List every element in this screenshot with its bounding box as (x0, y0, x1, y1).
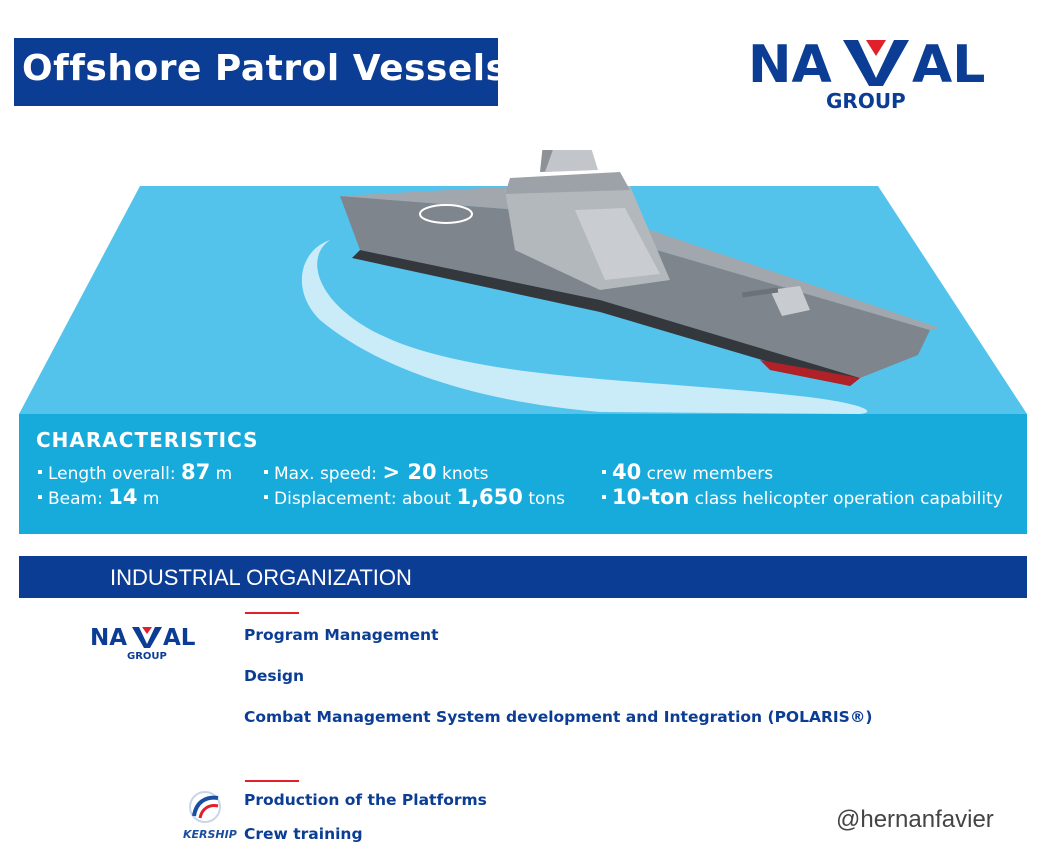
kership-logo-icon (188, 790, 222, 824)
logo-sub: GROUP (826, 89, 906, 113)
logo-word-right: AL (912, 35, 986, 95)
task-production: Production of the Platforms (244, 791, 487, 809)
watermark-handle: @hernanfavier (836, 806, 994, 833)
divider-red-naval (245, 612, 299, 614)
page-title: Offshore Patrol Vessels (22, 48, 508, 89)
task-program-management: Program Management (244, 626, 439, 644)
bullet-icon (602, 470, 606, 474)
logo-word-left: NA (748, 35, 832, 95)
divider-red-kership (245, 780, 299, 782)
characteristics-title: CHARACTERISTICS (36, 428, 259, 452)
naval-group-logo-small (90, 624, 220, 664)
bullet-icon (602, 495, 606, 499)
bullet-icon (38, 495, 42, 499)
logo-v-mark (843, 40, 909, 86)
bullet-icon (38, 470, 42, 474)
spec-length: Length overall: 87 m (36, 460, 232, 484)
spec-beam: Beam: 14 m (36, 485, 159, 509)
spec-speed: Max. speed: > 20 knots (262, 460, 489, 484)
naval-group-logo (748, 34, 1008, 114)
spec-helicopter: 10-ton class helicopter operation capability (600, 485, 1003, 509)
industrial-title: INDUSTRIAL ORGANIZATION (110, 565, 412, 590)
bullet-icon (264, 495, 268, 499)
spec-displacement: Displacement: about 1,650 tons (262, 485, 565, 509)
bullet-icon (264, 470, 268, 474)
kership-logo-text: KERSHIP (183, 828, 237, 841)
task-crew-training: Crew training (244, 825, 363, 843)
task-design: Design (244, 667, 305, 685)
logo-small-sub: GROUP (127, 651, 167, 662)
logo-small-word-left: NA (90, 625, 128, 651)
task-cms-integration: Combat Management System development and Integration (POLARIS®) (244, 708, 873, 726)
logo-small-word-right: AL (163, 625, 196, 651)
spec-crew: 40 crew members (600, 460, 773, 484)
